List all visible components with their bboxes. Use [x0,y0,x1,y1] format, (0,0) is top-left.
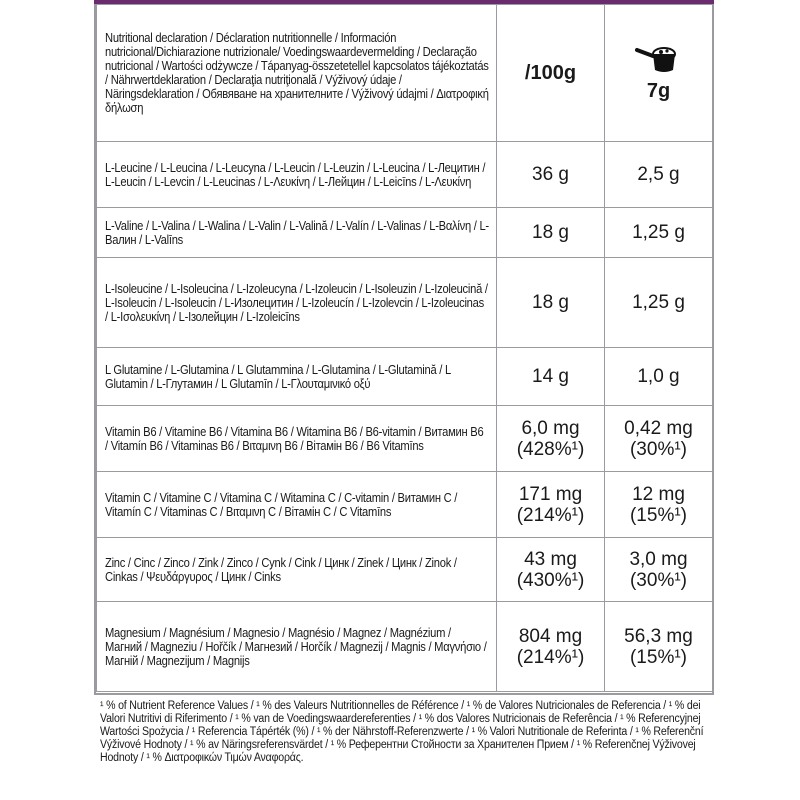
table-row [97,406,713,472]
reference-values-footnote [100,700,716,765]
per100-value: 171 mg [518,483,583,505]
per100-value: 6,0 mg [521,417,580,439]
footnote-text: ¹ % of Nutrient Reference Values / ¹ % des Valeurs Nutritionnelles de Référence / ¹ % de Valores Nutricionales de Referencia / ¹ % dei Valori Nutritivi di Riferimento / ¹ % van de Voedingswaardereferenties / ¹ % dos Valores Nutricionais de Referência / ¹ % Referencyjnej Wartości Spożycia / ¹ Referencia Tápérték (%) / ¹ % der Nährstoff-Referenzwerte / ¹ % Valori Nutritionale de Referinta / ¹ % Referenční Výživové Hodnoty / ¹ % av Näringsreferensvärdet / ¹ % Референтни Стойности за Хранителен Прием / ¹ % Referenčnej Výživovej Hodnoty / ¹ % Διατροφικών Τιμών Αναφοράς. [100,700,704,764]
serving-size-label: 7g [646,79,671,102]
serving-value: 1,0 g [637,366,680,387]
per100-value: 18 g [532,222,569,243]
serving-value: 3,0 mg [629,548,688,570]
nutrient-label: Vitamin B6 / Vitamine B6 / Vitamina B6 / Witamina B6 / B6-vitamin / Витамин B6 / Vitamín B6 / Vitaminas B6 / Βιταμινη B6 / Вітамін B6 / B6 Vitamīns [105,423,484,453]
serving-reference-percent: (15%¹) [629,504,687,526]
serving-header [605,5,713,142]
table-row [97,472,713,538]
nutrient-label: L-Valine / L-Valina / L-Walina / L-Valin / L-Valină / L-Valín / L-Valinas / L-Βαλίνη / L-Валин / L-Valīns [105,217,489,247]
serving-value: 1,25 g [632,292,685,313]
serving-value: 0,42 mg [624,417,693,439]
nutritional-declaration-text: Nutritional declaration / Déclaration nutritionnelle / Información nutricional/Dichiarazione nutrizionale/ Voedingswaardevermelding / Declaração nutricional / Wartości odżywcze / Tápanyag-összetetellel kapcsolatos tájékoztatás / Nährwertdeklaration / Declaraţia nutriţională / Výživový údaje / Näringsdeklaration / Обявяване на хранителните / Výživový údajmi / Διατροφική δήλωση [105,30,489,115]
serving-value: 1,25 g [632,222,685,243]
per100-reference-percent: (428%¹) [516,438,585,460]
table-row [97,258,713,348]
serving-reference-percent: (15%¹) [629,646,687,668]
header-row [97,5,713,142]
per100-value: 804 mg [518,625,583,647]
table-row [97,208,713,258]
table-row [97,602,713,692]
nutrient-label: L-Leucine / L-Leucina / L-Leucyna / L-Leucin / L-Leuzin / L-Leucina / L-Лецитин / L-Leucin / L-Levcin / L-Leucinas / L-Λευκίνη / L-Лейцин / L-Leicīns / L-Λευκίνη [105,159,486,189]
per-100g-header [497,5,605,142]
measuring-scoop-icon [634,44,684,76]
per100-reference-percent: (430%¹) [516,569,585,591]
per100-value: 18 g [532,292,569,313]
per100-reference-percent: (214%¹) [516,504,585,526]
table-row [97,348,713,406]
per100-value: 14 g [532,366,569,387]
serving-value: 12 mg [632,483,685,505]
per100-reference-percent: (214%¹) [516,646,585,668]
nutritional-declaration-cell [97,5,497,142]
per100-value: 43 mg [524,548,577,570]
serving-value: 56,3 mg [624,625,693,647]
per100-value: 36 g [532,164,569,185]
nutrient-label: Magnesium / Magnésium / Magnesio / Magnésio / Magnez / Magnézium / Магний / Magneziu / Hořčík / Магнезий / Horčík / Magnezij / Magnis / Μαγνήσιο / Магній / Magnezijum / Magnijs [105,624,487,668]
table-row [97,538,713,602]
serving-value: 2,5 g [637,164,680,185]
serving-reference-percent: (30%¹) [629,438,687,460]
serving-reference-percent: (30%¹) [629,569,687,591]
nutrient-label: Vitamin C / Vitamine C / Vitamina C / Witamina C / C-vitamin / Витамин C / Vitamín C / Vitaminas C / Βιταμινη C / Вітамін C / C Vitamīns [105,489,458,519]
table-row [97,142,713,208]
per-100g-label: /100g [524,61,577,84]
nutrient-label: Zinc / Cinc / Zinco / Zink / Zinco / Cynk / Cink / Цинк / Zinek / Цинк / Zinok / Cinkas / Ψευδάργυρος / Цинк / Cinks [105,554,457,584]
nutrition-table [96,4,713,692]
nutrient-label: L-Isoleucine / L-Isoleucina / L-Izoleucyna / L-Izoleucin / L-Isoleuzin / L-Izoleucină / L-Isoleucin / L-Isoleucin / L-Изолецитин / L-Izoleucín / L-Izolevcin / L-Izoleucinas / L-Ισολευκίνη / L-Ізолейцин / L-Izoleicīns [105,280,488,324]
nutrient-label: L Glutamine / L-Glutamina / L Glutammina / L-Glutamina / L-Glutamină / L Glutamin / L-Глутамин / L Glutamīn / L-Γλουταμινικό οξύ [105,361,451,391]
